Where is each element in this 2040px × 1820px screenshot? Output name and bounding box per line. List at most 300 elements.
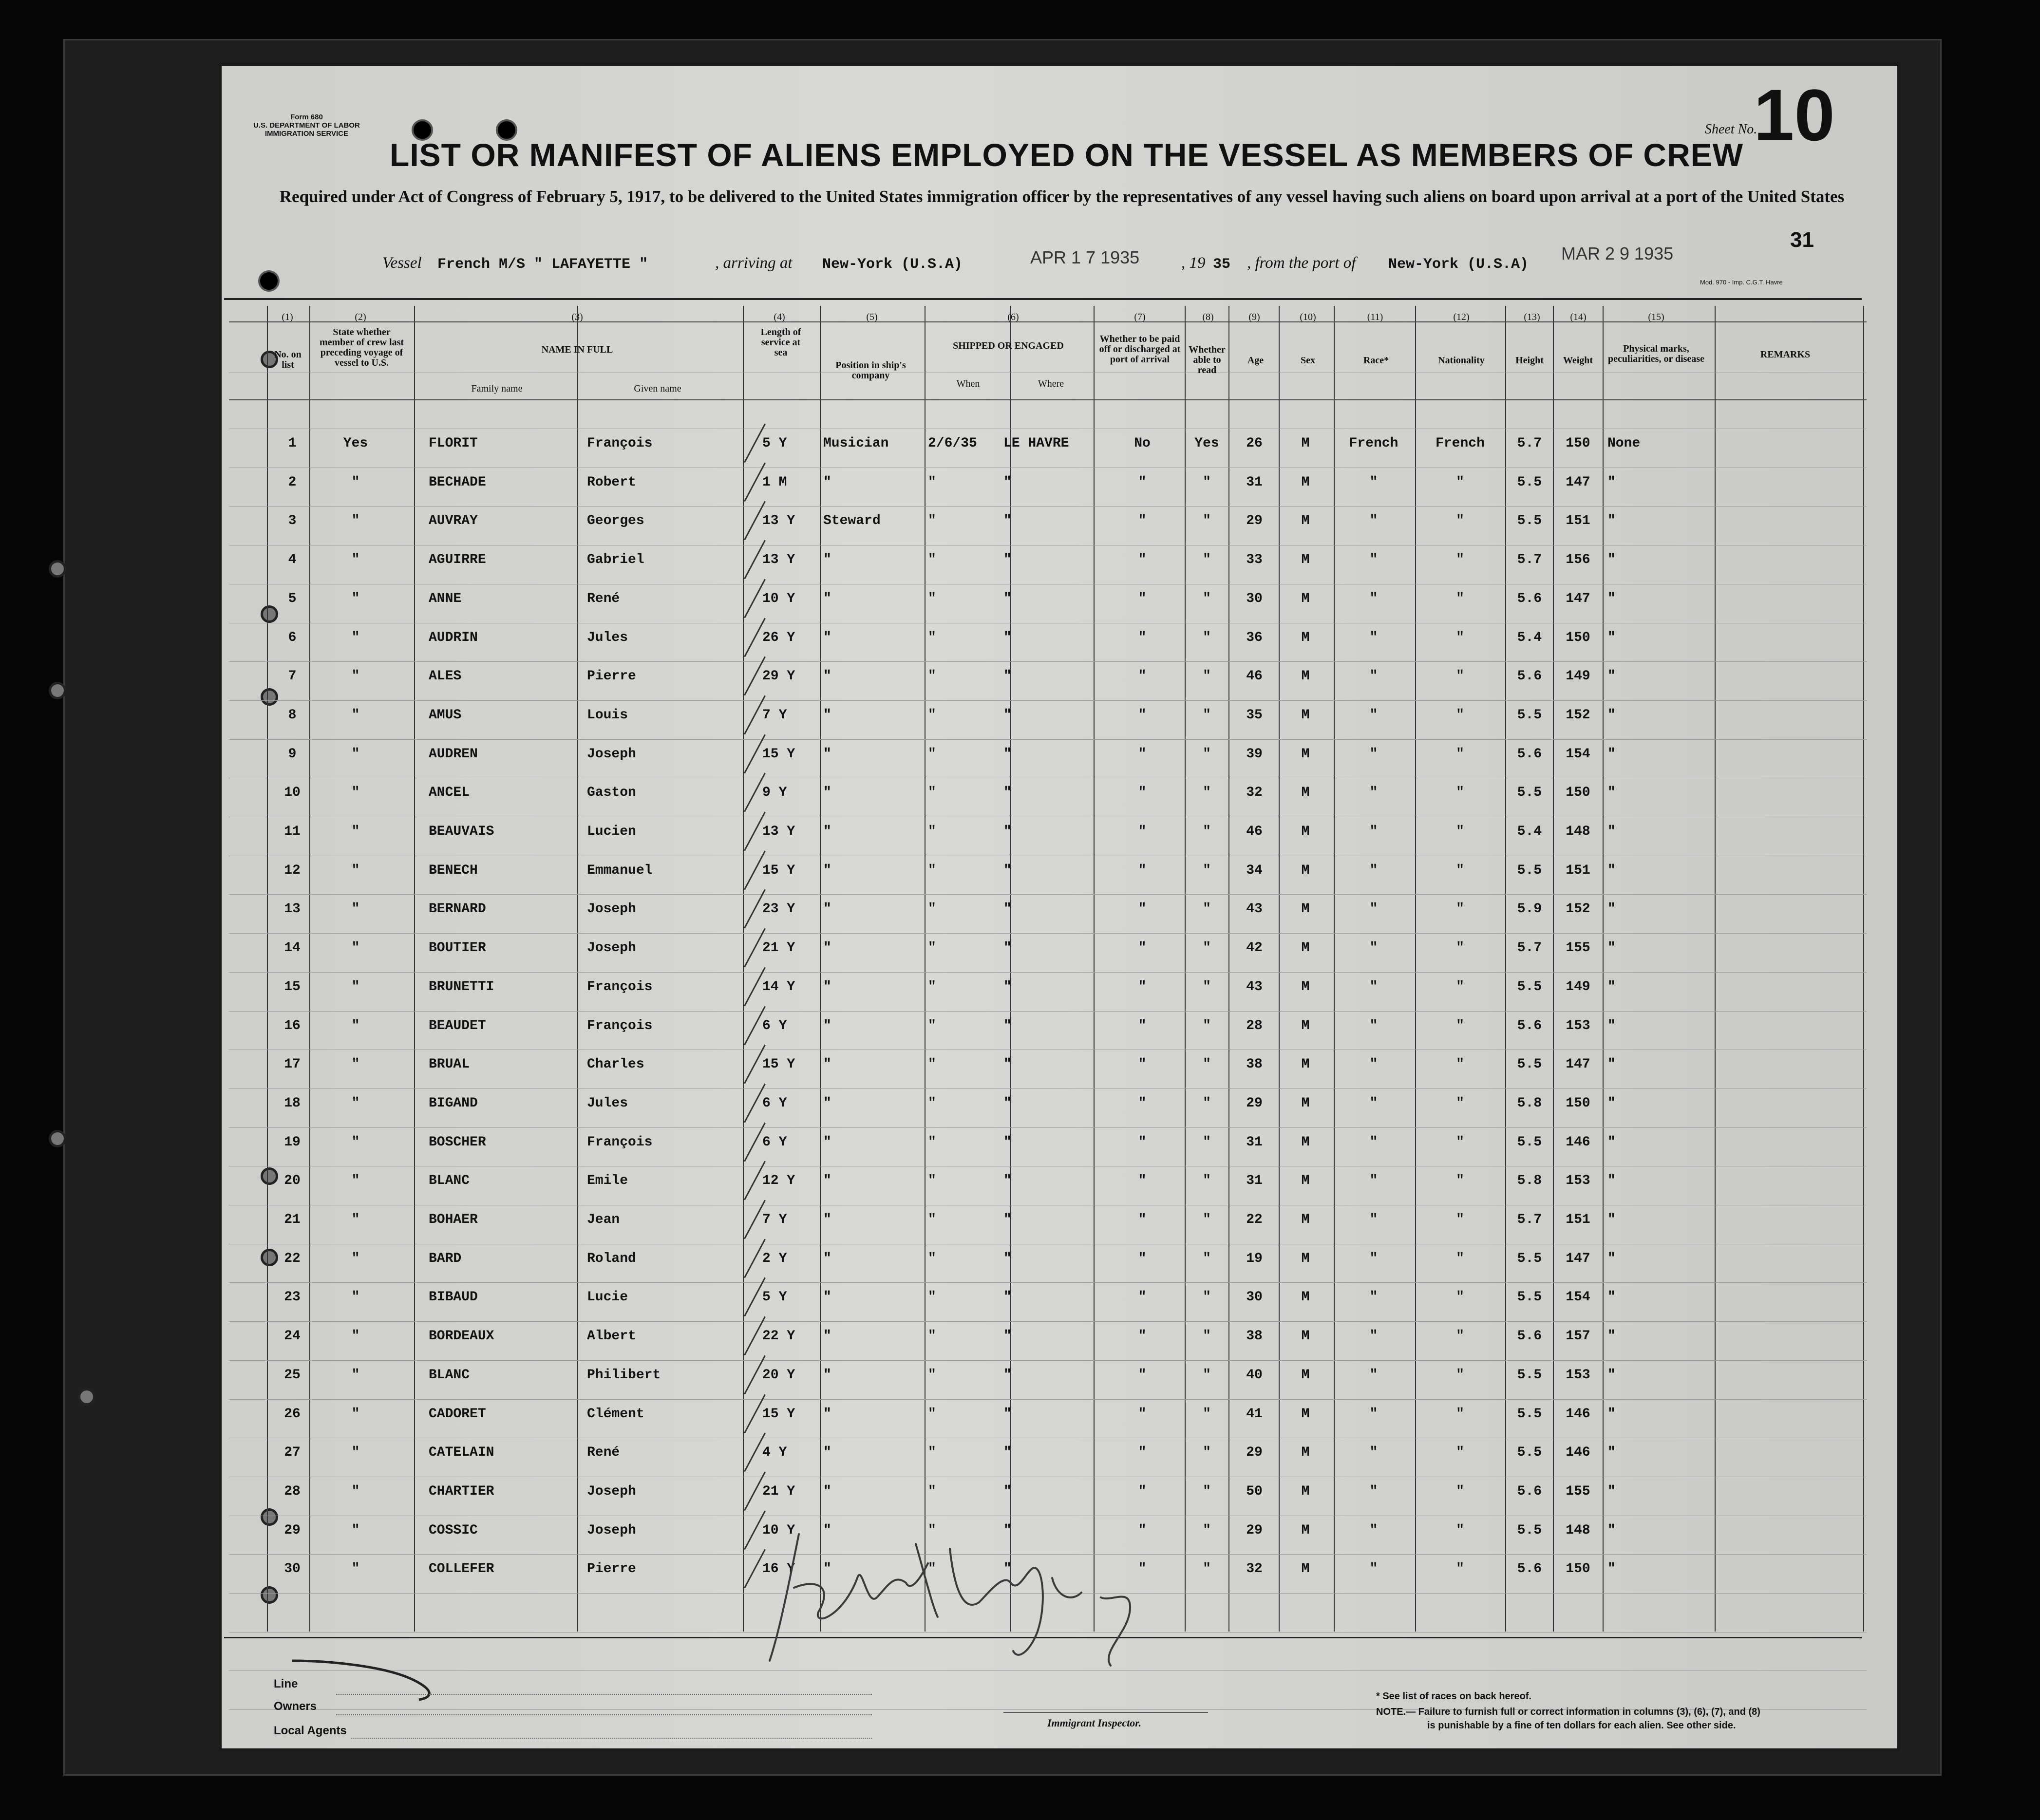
header-no-on-list: No. on list — [274, 349, 302, 370]
cell-position: " — [823, 1212, 831, 1227]
cell-sex: M — [1301, 979, 1310, 994]
cell-race: " — [1369, 1445, 1378, 1461]
cell-sex: M — [1301, 1561, 1310, 1577]
cell-service: 6 Y — [762, 1095, 787, 1111]
cell-height: 5.7 — [1517, 436, 1542, 451]
cell-position: " — [823, 979, 831, 994]
cell-sex: M — [1301, 707, 1310, 723]
cell-sex: M — [1301, 1522, 1310, 1538]
cell-family: BLANC — [429, 1173, 470, 1189]
cell-read: " — [1203, 1018, 1211, 1033]
cell-where: LE HAVRE — [1003, 436, 1069, 451]
cell-where: " — [1003, 746, 1012, 762]
binder-hole — [49, 1130, 66, 1147]
cell-marks: " — [1607, 669, 1616, 684]
cell-given: Louis — [587, 707, 628, 723]
cell-race: " — [1369, 1251, 1378, 1266]
cell-family: AUVRAY — [429, 513, 478, 529]
cell-height: 5.5 — [1517, 863, 1542, 878]
cell-age: 29 — [1246, 1445, 1263, 1461]
fine-note-line-1: NOTE.— Failure to furnish full or correct information in columns (3), (6), (7), and (8) — [1376, 1707, 1760, 1717]
cell-family: BLANC — [429, 1367, 470, 1383]
cell-when: " — [928, 979, 936, 994]
cell-voyage: " — [351, 901, 360, 917]
cell-age: 33 — [1246, 552, 1263, 568]
cell-marks: " — [1607, 513, 1616, 529]
cell-voyage: " — [351, 1095, 360, 1111]
cell-marks: " — [1607, 901, 1616, 917]
cell-service: 22 Y — [762, 1329, 795, 1344]
column-rule — [1715, 306, 1716, 1632]
col-num-12: (12) — [1453, 312, 1470, 322]
cell-height: 5.6 — [1517, 1329, 1542, 1344]
cell-height: 5.8 — [1517, 1173, 1542, 1189]
cell-nationality: " — [1456, 552, 1464, 568]
cell-where: " — [1003, 552, 1012, 568]
cell-race: French — [1349, 436, 1398, 451]
binder-hole — [49, 560, 66, 578]
cell-read: " — [1203, 1212, 1211, 1227]
cell-given: Gabriel — [587, 552, 644, 568]
cell-where: " — [1003, 1483, 1012, 1499]
col-num-14: (14) — [1570, 312, 1587, 322]
cell-service: 20 Y — [762, 1367, 795, 1383]
cell-race: " — [1369, 1134, 1378, 1150]
cell-age: 42 — [1246, 940, 1263, 956]
cell-when: " — [928, 513, 936, 529]
cell-nationality: " — [1456, 474, 1464, 490]
cell-marks: " — [1607, 1251, 1616, 1266]
cell-no: 2 — [288, 474, 297, 490]
cell-paid: No — [1134, 436, 1151, 451]
cell-marks: " — [1607, 1290, 1616, 1305]
header-paid-off: Whether to be paid off or discharged at port of arrival — [1099, 334, 1181, 365]
cell-position: " — [823, 746, 831, 762]
cell-when: " — [928, 1057, 936, 1072]
cell-when: " — [928, 1406, 936, 1422]
cell-race: " — [1369, 1057, 1378, 1072]
cell-nationality: " — [1456, 1406, 1464, 1422]
cell-nationality: " — [1456, 824, 1464, 839]
cell-weight: 150 — [1566, 436, 1590, 451]
cell-read: " — [1203, 474, 1211, 490]
punch-hole — [258, 270, 280, 292]
cell-height: 5.5 — [1517, 707, 1542, 723]
cell-read: " — [1203, 785, 1211, 801]
cell-age: 29 — [1246, 513, 1263, 529]
cell-no: 26 — [284, 1406, 301, 1422]
cell-weight: 147 — [1566, 1251, 1590, 1266]
column-rule — [925, 306, 926, 1632]
cell-sex: M — [1301, 1173, 1310, 1189]
cell-weight: 146 — [1566, 1445, 1590, 1461]
cell-age: 40 — [1246, 1367, 1263, 1383]
cell-weight: 150 — [1566, 785, 1590, 801]
cell-position: " — [823, 1329, 831, 1344]
header-remarks: REMARKS — [1760, 349, 1811, 360]
cell-age: 31 — [1246, 474, 1263, 490]
cell-paid: " — [1138, 591, 1147, 606]
cell-race: " — [1369, 1329, 1378, 1344]
cell-read: " — [1203, 707, 1211, 723]
cell-marks: " — [1607, 1483, 1616, 1499]
binder-hole — [78, 1388, 95, 1406]
cell-read: " — [1203, 1445, 1211, 1461]
cell-when: " — [928, 863, 936, 878]
cell-paid: " — [1138, 1134, 1147, 1150]
footer-rule — [336, 1714, 872, 1715]
stamp-number: 31 — [1790, 228, 1814, 252]
cell-marks: " — [1607, 1329, 1616, 1344]
cell-service: 9 Y — [762, 785, 787, 801]
cell-paid: " — [1138, 1522, 1147, 1538]
cell-nationality: " — [1456, 1018, 1464, 1033]
cell-no: 19 — [284, 1134, 301, 1150]
cell-height: 5.5 — [1517, 1522, 1542, 1538]
cell-sex: M — [1301, 669, 1310, 684]
cell-family: BIGAND — [429, 1095, 478, 1111]
cell-where: " — [1003, 863, 1012, 878]
col-num-2: (2) — [355, 312, 366, 322]
cell-position: " — [823, 1445, 831, 1461]
cell-paid: " — [1138, 1018, 1147, 1033]
cell-read: " — [1203, 824, 1211, 839]
cell-voyage: " — [351, 669, 360, 684]
column-rule — [1094, 306, 1095, 1632]
cell-family: CADORET — [429, 1406, 486, 1422]
cell-service: 12 Y — [762, 1173, 795, 1189]
cell-age: 22 — [1246, 1212, 1263, 1227]
cell-position: " — [823, 1290, 831, 1305]
inspector-signature — [760, 1505, 1189, 1680]
cell-race: " — [1369, 1483, 1378, 1499]
cell-sex: M — [1301, 1445, 1310, 1461]
cell-no: 14 — [284, 940, 301, 956]
cell-nationality: " — [1456, 669, 1464, 684]
cell-race: " — [1369, 746, 1378, 762]
header-weight: Weight — [1563, 355, 1593, 366]
arrival-date-stamp: APR 1 7 1935 — [1030, 247, 1140, 267]
cell-sex: M — [1301, 1251, 1310, 1266]
cell-voyage: Yes — [343, 436, 368, 451]
cell-race: " — [1369, 863, 1378, 878]
cell-height: 5.5 — [1517, 1134, 1542, 1150]
cell-weight: 150 — [1566, 630, 1590, 645]
cell-where: " — [1003, 901, 1012, 917]
row-rule — [229, 1011, 1867, 1012]
cell-height: 5.6 — [1517, 1018, 1542, 1033]
cell-when: " — [928, 707, 936, 723]
cell-nationality: " — [1456, 940, 1464, 956]
cell-given: Emmanuel — [587, 863, 653, 878]
cell-where: " — [1003, 1173, 1012, 1189]
cell-given: René — [587, 591, 620, 606]
cell-age: 46 — [1246, 824, 1263, 839]
footer-rule — [336, 1694, 872, 1695]
header-shipped-engaged: SHIPPED OR ENGAGED — [953, 340, 1064, 351]
cell-weight: 148 — [1566, 824, 1590, 839]
column-rule — [1553, 306, 1554, 1632]
cell-position: " — [823, 707, 831, 723]
cell-height: 5.7 — [1517, 1212, 1542, 1227]
cell-age: 46 — [1246, 669, 1263, 684]
cell-nationality: " — [1456, 1367, 1464, 1383]
cell-marks: " — [1607, 1212, 1616, 1227]
col-num-13: (13) — [1524, 312, 1540, 322]
cell-race: " — [1369, 1212, 1378, 1227]
cell-paid: " — [1138, 863, 1147, 878]
header-race: Race* — [1363, 355, 1389, 366]
cell-no: 5 — [288, 591, 297, 606]
cell-when: " — [928, 1522, 936, 1538]
cell-when: " — [928, 746, 936, 762]
cell-nationality: " — [1456, 979, 1464, 994]
cell-height: 5.6 — [1517, 669, 1542, 684]
cell-where: " — [1003, 785, 1012, 801]
col-num-11: (11) — [1367, 312, 1383, 322]
form-info — [253, 113, 360, 138]
row-rule — [229, 1399, 1867, 1400]
cell-age: 31 — [1246, 1173, 1263, 1189]
cell-paid: " — [1138, 630, 1147, 645]
cell-service: 23 Y — [762, 901, 795, 917]
cell-height: 5.5 — [1517, 1057, 1542, 1072]
cell-service: 7 Y — [762, 1212, 787, 1227]
cell-race: " — [1369, 1018, 1378, 1033]
printer-note: Mod. 970 - Imp. C.G.T. Havre — [1700, 279, 1783, 286]
cell-race: " — [1369, 979, 1378, 994]
col-num-5: (5) — [866, 312, 878, 322]
cell-family: CHARTIER — [429, 1483, 494, 1499]
cell-read: Yes — [1194, 436, 1219, 451]
cell-paid: " — [1138, 513, 1147, 529]
cell-voyage: " — [351, 746, 360, 762]
cell-read: " — [1203, 669, 1211, 684]
inspector-label: Immigrant Inspector. — [1047, 1717, 1142, 1729]
cell-paid: " — [1138, 1445, 1147, 1461]
cell-weight: 151 — [1566, 1212, 1590, 1227]
cell-where: " — [1003, 940, 1012, 956]
cell-marks: " — [1607, 1134, 1616, 1150]
cell-race: " — [1369, 785, 1378, 801]
cell-height: 5.5 — [1517, 1445, 1542, 1461]
cell-no: 10 — [284, 785, 301, 801]
cell-position: " — [823, 1483, 831, 1499]
cell-no: 12 — [284, 863, 301, 878]
cell-where: " — [1003, 707, 1012, 723]
cell-read: " — [1203, 630, 1211, 645]
cell-read: " — [1203, 1173, 1211, 1189]
arriving-label: , arriving at — [715, 254, 793, 272]
owners-label: Owners — [274, 1700, 317, 1713]
col-num-10: (10) — [1300, 312, 1316, 322]
cell-when: " — [928, 1018, 936, 1033]
cell-read: " — [1203, 552, 1211, 568]
cell-nationality: " — [1456, 746, 1464, 762]
cell-voyage: " — [351, 707, 360, 723]
cell-position: " — [823, 1251, 831, 1266]
departure-date-stamp: MAR 2 9 1935 — [1561, 244, 1674, 263]
cell-weight: 155 — [1566, 1483, 1590, 1499]
cell-weight: 153 — [1566, 1173, 1590, 1189]
cell-height: 5.5 — [1517, 785, 1542, 801]
cell-sex: M — [1301, 940, 1310, 956]
arriving-value: New-York (U.S.A) — [822, 256, 963, 273]
cell-service: 15 Y — [762, 1057, 795, 1072]
cell-position: " — [823, 1173, 831, 1189]
row-rule — [229, 506, 1867, 507]
cell-weight: 148 — [1566, 1522, 1590, 1538]
cell-voyage: " — [351, 1173, 360, 1189]
header-physical-marks: Physical marks, peculiarities, or disease — [1608, 343, 1704, 364]
cell-when: 2/6/35 — [928, 436, 977, 451]
cell-paid: " — [1138, 1212, 1147, 1227]
cell-race: " — [1369, 940, 1378, 956]
cell-service: 5 Y — [762, 436, 787, 451]
vessel-label: Vessel — [382, 254, 422, 272]
column-rule — [1505, 306, 1506, 1632]
cell-voyage: " — [351, 1290, 360, 1305]
cell-weight: 153 — [1566, 1367, 1590, 1383]
cell-where: " — [1003, 1134, 1012, 1150]
cell-service: 15 Y — [762, 746, 795, 762]
cell-family: COSSIC — [429, 1522, 478, 1538]
column-rule — [1185, 306, 1186, 1632]
cell-weight: 155 — [1566, 940, 1590, 956]
cell-service: 21 Y — [762, 940, 795, 956]
cell-position: " — [823, 630, 831, 645]
cell-where: " — [1003, 1212, 1012, 1227]
col-num-7: (7) — [1134, 312, 1146, 322]
cell-service: 6 Y — [762, 1134, 787, 1150]
cell-given: Clément — [587, 1406, 644, 1422]
cell-given: René — [587, 1445, 620, 1461]
cell-age: 30 — [1246, 1290, 1263, 1305]
cell-family: BERNARD — [429, 901, 486, 917]
sheet-number: 10 — [1754, 74, 1835, 156]
cell-read: " — [1203, 1406, 1211, 1422]
cell-race: " — [1369, 1406, 1378, 1422]
header-age: Age — [1247, 355, 1264, 366]
cell-no: 13 — [284, 901, 301, 917]
cell-given: Joseph — [587, 1522, 636, 1538]
cell-nationality: " — [1456, 1483, 1464, 1499]
cell-service: 13 Y — [762, 552, 795, 568]
cell-marks: " — [1607, 1057, 1616, 1072]
cell-race: " — [1369, 1095, 1378, 1111]
cell-nationality: " — [1456, 1329, 1464, 1344]
cell-position: " — [823, 863, 831, 878]
cell-nationality: " — [1456, 785, 1464, 801]
cell-height: 5.5 — [1517, 1290, 1542, 1305]
cell-marks: " — [1607, 1445, 1616, 1461]
cell-age: 34 — [1246, 863, 1263, 878]
cell-age: 30 — [1246, 591, 1263, 606]
cell-sex: M — [1301, 1134, 1310, 1150]
cell-service: 7 Y — [762, 707, 787, 723]
cell-nationality: " — [1456, 901, 1464, 917]
cell-age: 19 — [1246, 1251, 1263, 1266]
col-num-9: (9) — [1248, 312, 1260, 322]
cell-nationality: " — [1456, 863, 1464, 878]
cell-paid: " — [1138, 901, 1147, 917]
cell-given: Jean — [587, 1212, 620, 1227]
cell-paid: " — [1138, 474, 1147, 490]
cell-weight: 151 — [1566, 863, 1590, 878]
cell-voyage: " — [351, 1367, 360, 1383]
cell-family: ANNE — [429, 591, 462, 606]
cell-nationality: " — [1456, 1212, 1464, 1227]
cell-weight: 147 — [1566, 474, 1590, 490]
cell-height: 5.5 — [1517, 474, 1542, 490]
cell-position: " — [823, 940, 831, 956]
column-rule — [820, 306, 821, 1632]
cell-no: 25 — [284, 1367, 301, 1383]
cell-age: 26 — [1246, 436, 1263, 451]
cell-where: " — [1003, 474, 1012, 490]
cell-when: " — [928, 1095, 936, 1111]
cell-marks: " — [1607, 746, 1616, 762]
cell-read: " — [1203, 1367, 1211, 1383]
cell-marks: " — [1607, 630, 1616, 645]
col-num-8: (8) — [1202, 312, 1214, 322]
header-where: Where — [1038, 378, 1064, 389]
cell-no: 8 — [288, 707, 297, 723]
cell-nationality: " — [1456, 1561, 1464, 1577]
cell-family: FLORIT — [429, 436, 478, 451]
column-rule — [577, 306, 578, 1632]
cell-given: François — [587, 436, 653, 451]
cell-nationality: French — [1436, 436, 1485, 451]
cell-sex: M — [1301, 785, 1310, 801]
cell-race: " — [1369, 591, 1378, 606]
cell-marks: " — [1607, 707, 1616, 723]
header-rule — [229, 399, 1867, 400]
row-rule — [229, 972, 1867, 973]
cell-voyage: " — [351, 1329, 360, 1344]
cell-when: " — [928, 1329, 936, 1344]
cell-weight: 149 — [1566, 979, 1590, 994]
cell-given: Charles — [587, 1057, 644, 1072]
column-rule — [414, 306, 415, 1632]
cell-paid: " — [1138, 979, 1147, 994]
cell-family: BOUTIER — [429, 940, 486, 956]
cell-voyage: " — [351, 824, 360, 839]
cell-age: 36 — [1246, 630, 1263, 645]
cell-read: " — [1203, 513, 1211, 529]
cell-voyage: " — [351, 1251, 360, 1266]
cell-family: CATELAIN — [429, 1445, 494, 1461]
cell-position: " — [823, 901, 831, 917]
cell-given: Lucie — [587, 1290, 628, 1305]
cell-sex: M — [1301, 1018, 1310, 1033]
cell-weight: 157 — [1566, 1329, 1590, 1344]
cell-sex: M — [1301, 1212, 1310, 1227]
cell-paid: " — [1138, 1561, 1147, 1577]
cell-read: " — [1203, 1483, 1211, 1499]
cell-no: 18 — [284, 1095, 301, 1111]
cell-voyage: " — [351, 1522, 360, 1538]
cell-voyage: " — [351, 1483, 360, 1499]
cell-weight: 147 — [1566, 591, 1590, 606]
cell-when: " — [928, 669, 936, 684]
cell-family: BIBAUD — [429, 1290, 478, 1305]
cell-paid: " — [1138, 1329, 1147, 1344]
header-rule — [229, 321, 1867, 322]
cell-family: AUDRIN — [429, 630, 478, 645]
cell-age: 29 — [1246, 1095, 1263, 1111]
cell-paid: " — [1138, 1367, 1147, 1383]
